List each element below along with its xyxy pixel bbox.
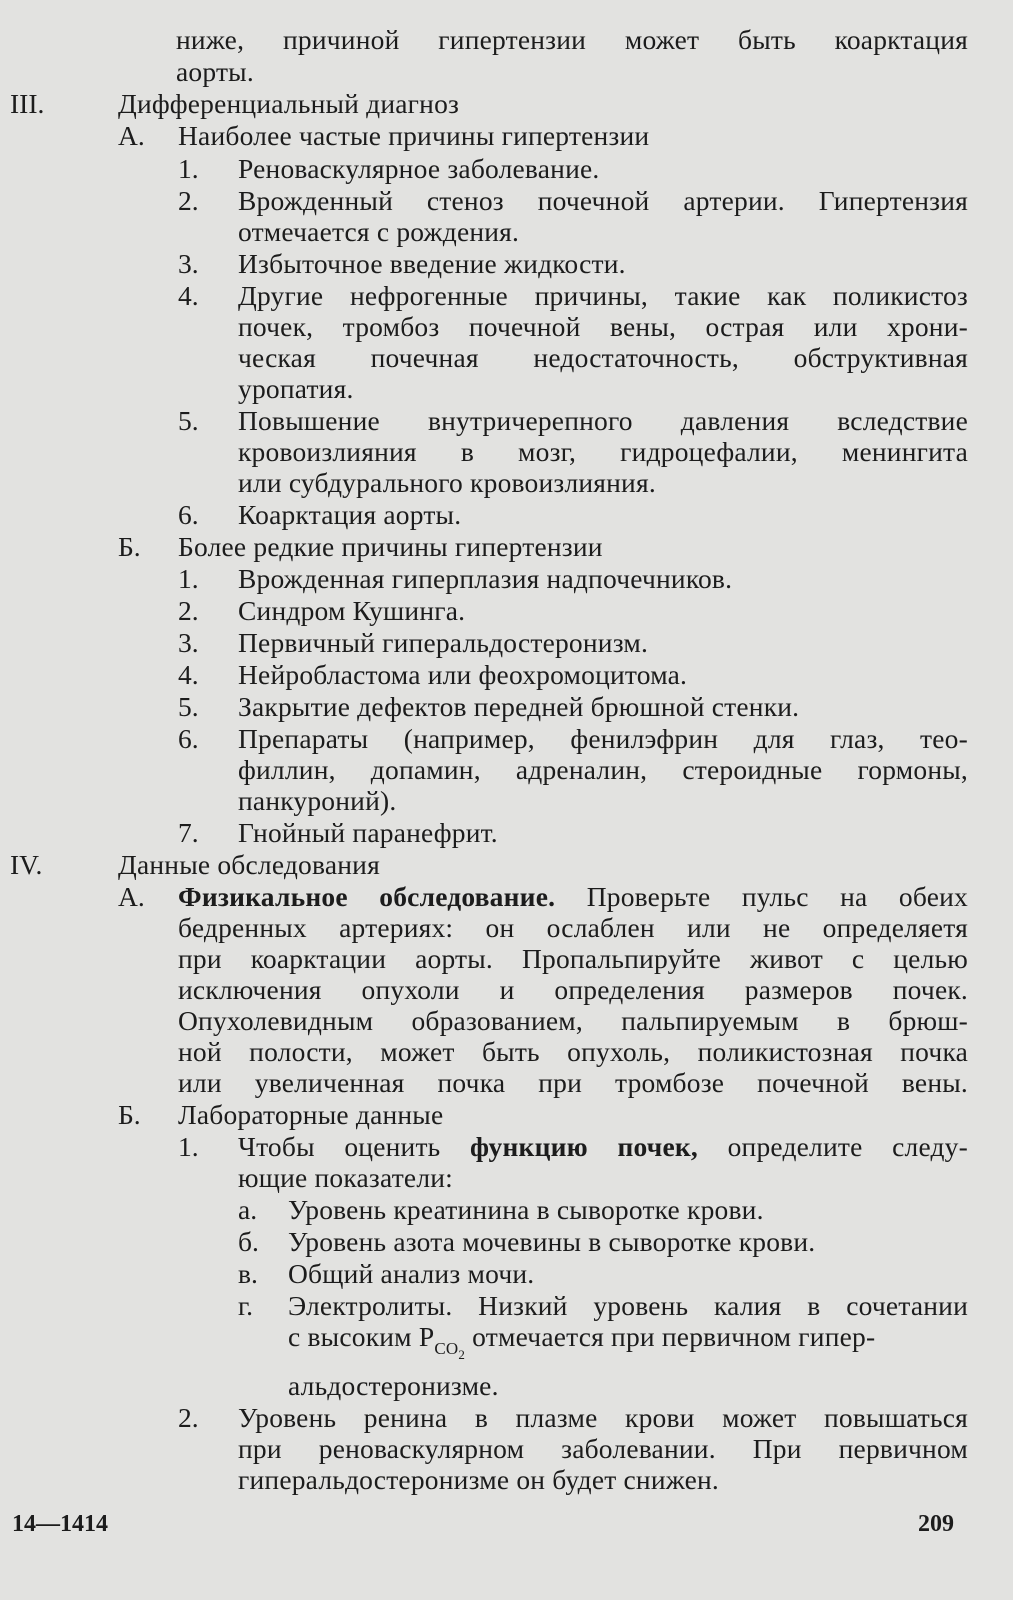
page-number: 209 <box>918 1511 954 1537</box>
formula-subscript-text: CO <box>434 1339 459 1358</box>
list-number: 2. <box>178 185 199 216</box>
list-number: 1. <box>178 153 199 184</box>
signature-mark: 14—1414 <box>12 1511 108 1537</box>
paragraph-line: или увеличенная почка при тромбозе почечной вены. <box>178 1067 968 1098</box>
list-number: 1. <box>178 1131 199 1162</box>
list-item-continuation: или субдурального кровоизлияния. <box>238 467 656 498</box>
list-item-continuation: гиперальдостеронизме он будет снижен. <box>238 1464 719 1495</box>
list-item: Коарктация аорты. <box>238 499 462 530</box>
list-item: Врожденная гиперплазия надпочечников. <box>238 563 733 594</box>
sublist-item-continuation: альдостеронизме. <box>288 1370 499 1401</box>
list-item-continuation: ющие показатели: <box>238 1162 453 1193</box>
list-item <box>238 1131 968 1162</box>
list-item-continuation: отмечается с рождения. <box>238 216 520 247</box>
list-item: Нейробластома или феохромоцитома. <box>238 659 688 690</box>
list-number: 4. <box>178 659 199 690</box>
sublist-item: Электролиты. Низкий уровень калия в сочетании <box>288 1290 968 1321</box>
list-number: 1. <box>178 563 199 594</box>
sublist-item: Уровень креатинина в сыворотке крови. <box>288 1194 764 1225</box>
continuation-line-1: ниже, причиной гипертензии может быть коарктация <box>176 24 968 55</box>
bold-term: Физикальное обследование. <box>178 881 556 912</box>
section-heading: Данные обследования <box>118 849 380 880</box>
list-item-continuation: панкуроний). <box>238 785 397 816</box>
list-item-text: Чтобы оценить <box>238 1131 441 1162</box>
list-item-continuation: кровоизлияния в мозг, гидроцефалии, менингита <box>238 436 968 467</box>
list-item: Повышение внутричерепного давления вследствие <box>238 405 968 436</box>
list-number: 2. <box>178 1402 199 1433</box>
sublist-item: Уровень азота мочевины в сыворотке крови. <box>288 1226 816 1257</box>
subsection-letter: Б. <box>118 1099 141 1130</box>
list-item-continuation: почек, тромбоз почечной вены, острая или хрони- <box>238 311 968 342</box>
list-item-text: определите следу- <box>727 1131 968 1162</box>
list-number: 6. <box>178 723 199 754</box>
sublist-letter: в. <box>238 1258 258 1289</box>
paragraph-text: Проверьте пульс на обеих <box>586 881 968 912</box>
subsection-letter: А. <box>118 881 145 912</box>
section-number: III. <box>10 88 45 119</box>
list-item: Избыточное введение жидкости. <box>238 248 626 279</box>
paragraph-line: исключения опухоли и определения размеров почек. <box>178 974 968 1005</box>
list-item: Врожденный стеноз почечной артерии. Гипертензия <box>238 185 968 216</box>
formula-p <box>418 1321 466 1362</box>
sublist-item: Общий анализ мочи. <box>288 1258 535 1289</box>
list-number: 2. <box>178 595 199 626</box>
bold-phrase: функцию почек, <box>470 1131 698 1162</box>
subsection-paragraph-line <box>178 881 968 912</box>
list-item: Синдром Кушинга. <box>238 595 466 626</box>
paragraph-line: при коарктации аорты. Пропальпируйте живот с целью <box>178 943 968 974</box>
sublist-item-continuation <box>288 1321 875 1370</box>
list-number: 3. <box>178 627 199 658</box>
list-item-continuation: уропатия. <box>238 373 354 404</box>
list-item: Другие нефрогенные причины, такие как поликистоз <box>238 280 968 311</box>
list-number: 7. <box>178 817 199 848</box>
list-item: Первичный гиперальдостеронизм. <box>238 627 649 658</box>
list-item-continuation: при реноваскулярном заболевании. При первичном <box>238 1433 968 1464</box>
list-number: 4. <box>178 280 199 311</box>
list-item: Уровень ренина в плазме крови может повышаться <box>238 1402 968 1433</box>
list-item: Закрытие дефектов передней брюшной стенки. <box>238 691 800 722</box>
sublist-letter: г. <box>238 1290 254 1321</box>
list-item: Реноваскулярное заболевание. <box>238 153 600 184</box>
formula-subscript-digit: 2 <box>458 1347 466 1362</box>
subsection-letter: Б. <box>118 531 141 562</box>
list-number: 3. <box>178 248 199 279</box>
sublist-text: с высоким <box>288 1321 412 1352</box>
list-item-continuation: филлин, допамин, адреналин, стероидные гормоны, <box>238 754 968 785</box>
list-number: 5. <box>178 691 199 722</box>
sublist-letter: а. <box>238 1194 258 1225</box>
continuation-line-2: аорты. <box>176 56 254 87</box>
list-number: 5. <box>178 405 199 436</box>
paragraph-line: бедренных артериях: он ослаблен или не определяетя <box>178 912 968 943</box>
list-number: 6. <box>178 499 199 530</box>
sublist-text: отмечается при первичном гипер- <box>472 1321 876 1352</box>
formula-subscript <box>434 1339 466 1362</box>
subsection-heading: Более редкие причины гипертензии <box>178 531 603 562</box>
subsection-heading: Лабораторные данные <box>178 1099 444 1130</box>
sublist-letter: б. <box>238 1226 259 1257</box>
subsection-letter: А. <box>118 120 145 151</box>
section-number: IV. <box>10 849 43 880</box>
list-item-continuation: ческая почечная недостаточность, обструктивная <box>238 342 968 373</box>
list-item: Препараты (например, фенилэфрин для глаз, тео- <box>238 723 968 754</box>
list-item: Гнойный паранефрит. <box>238 817 498 848</box>
paragraph-line: ной полости, может быть опухоль, поликистозная почка <box>178 1036 968 1067</box>
subsection-heading: Наиболее частые причины гипертензии <box>178 120 650 151</box>
paragraph-line: Опухолевидным образованием, пальпируемым в брюш- <box>178 1005 968 1036</box>
formula-symbol: P <box>418 1321 435 1352</box>
section-heading: Дифференциальный диагноз <box>118 88 460 119</box>
